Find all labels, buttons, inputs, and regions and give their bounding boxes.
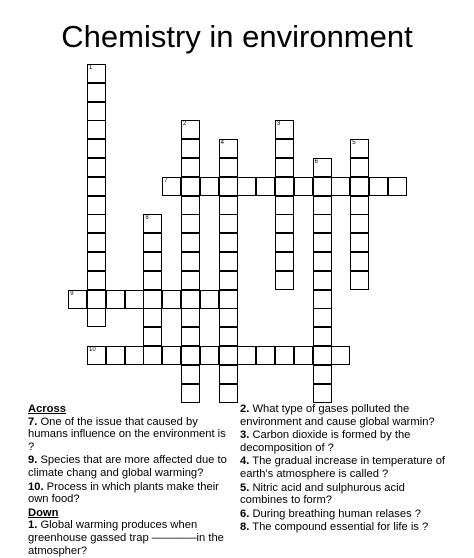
- grid-cell[interactable]: [87, 177, 106, 196]
- grid-cell-number: 7: [164, 177, 168, 184]
- grid-cell-number: 3: [277, 121, 281, 128]
- clue-down-8: 8. The compound essential for life is ?: [240, 521, 429, 534]
- grid-cell[interactable]: [106, 290, 125, 309]
- grid-cell[interactable]: [87, 196, 106, 215]
- grid-cell[interactable]: [350, 214, 369, 233]
- grid-cell[interactable]: [181, 214, 200, 233]
- grid-cell[interactable]: [181, 158, 200, 177]
- across-heading: Across: [28, 403, 66, 415]
- grid-cell[interactable]: [219, 196, 238, 215]
- grid-cell[interactable]: [350, 158, 369, 177]
- grid-cell[interactable]: [350, 177, 369, 196]
- clues-left-column: [28, 403, 234, 558]
- grid-cell[interactable]: [143, 290, 162, 309]
- grid-cell[interactable]: [294, 177, 313, 196]
- grid-cell[interactable]: [143, 271, 162, 290]
- clues-right-column: [240, 403, 450, 535]
- grid-cell[interactable]: [331, 346, 350, 365]
- grid-cell[interactable]: [181, 346, 200, 365]
- grid-cell[interactable]: [275, 252, 294, 271]
- grid-cell[interactable]: [125, 290, 144, 309]
- clue-down-5: 5. Nitric acid and sulphurous acid combines to form?: [240, 481, 405, 507]
- grid-cell[interactable]: [143, 346, 162, 365]
- grid-cell[interactable]: [369, 177, 388, 196]
- grid-cell[interactable]: [87, 290, 106, 309]
- grid-cell[interactable]: [219, 308, 238, 327]
- grid-cell[interactable]: [219, 365, 238, 384]
- grid-cell[interactable]: [350, 196, 369, 215]
- grid-cell[interactable]: [87, 83, 106, 102]
- grid-cell[interactable]: [219, 384, 238, 403]
- grid-cell[interactable]: [350, 252, 369, 271]
- grid-cell[interactable]: [181, 233, 200, 252]
- grid-cell[interactable]: [181, 384, 200, 403]
- clue-down-6: 6. During breathing human relases ?: [240, 507, 421, 520]
- grid-cell[interactable]: [181, 308, 200, 327]
- grid-cell[interactable]: [275, 196, 294, 215]
- grid-cell[interactable]: [313, 346, 332, 365]
- grid-cell[interactable]: [87, 271, 106, 290]
- grid-cell[interactable]: [200, 177, 219, 196]
- grid-cell[interactable]: [313, 196, 332, 215]
- grid-cell[interactable]: [87, 252, 106, 271]
- grid-cell-number: 1: [89, 65, 93, 71]
- grid-cell[interactable]: [143, 233, 162, 252]
- grid-cell[interactable]: [200, 290, 219, 309]
- grid-cell[interactable]: [313, 177, 332, 196]
- grid-cell[interactable]: [219, 346, 238, 365]
- grid-cell[interactable]: [275, 271, 294, 290]
- grid-cell[interactable]: [313, 158, 332, 177]
- grid-cell[interactable]: [87, 64, 106, 83]
- grid-cell[interactable]: [87, 158, 106, 177]
- grid-cell[interactable]: [200, 346, 219, 365]
- grid-cell[interactable]: [219, 139, 238, 158]
- grid-cell[interactable]: [275, 139, 294, 158]
- grid-cell[interactable]: [143, 214, 162, 233]
- grid-cell[interactable]: [350, 271, 369, 290]
- clue-down-3: 3. Carbon dioxide is formed by the decomposition of ?: [240, 429, 411, 454]
- grid-cell-number: 8: [145, 215, 149, 222]
- grid-cell[interactable]: [219, 214, 238, 233]
- grid-cell[interactable]: [350, 139, 369, 158]
- grid-cell[interactable]: [87, 139, 106, 158]
- grid-cell[interactable]: [87, 214, 106, 233]
- grid-cell[interactable]: [87, 102, 106, 121]
- grid-cell[interactable]: [181, 177, 200, 196]
- grid-cell[interactable]: [125, 346, 144, 365]
- grid-cell[interactable]: [350, 233, 369, 252]
- grid-cell[interactable]: [219, 158, 238, 177]
- grid-cell[interactable]: [331, 177, 350, 196]
- grid-cell[interactable]: [181, 290, 200, 309]
- grid-cell[interactable]: [275, 120, 294, 139]
- grid-cell[interactable]: [106, 346, 125, 365]
- grid-cell[interactable]: [237, 177, 256, 196]
- grid-cell[interactable]: [219, 252, 238, 271]
- grid-cell[interactable]: [219, 177, 238, 196]
- clue-across-9: 9. Species that are more affected due to climate chang and global warming?: [28, 454, 227, 479]
- grid-cell[interactable]: [87, 346, 106, 365]
- grid-cell[interactable]: [87, 233, 106, 252]
- grid-cell[interactable]: [87, 120, 106, 139]
- grid-cell[interactable]: [181, 365, 200, 384]
- clue-across-7: 7. One of the issue that caused by humans influence on the environment is ?: [28, 415, 226, 453]
- down-heading: Down: [28, 506, 59, 519]
- grid-cell[interactable]: [143, 308, 162, 327]
- grid-cell[interactable]: [294, 346, 313, 365]
- grid-cell[interactable]: [275, 233, 294, 252]
- grid-cell[interactable]: [143, 252, 162, 271]
- grid-cell-number: 9: [70, 290, 74, 297]
- grid-cell[interactable]: [256, 346, 275, 365]
- grid-cell[interactable]: [256, 177, 275, 196]
- grid-cell[interactable]: [313, 233, 332, 252]
- grid-cell[interactable]: [162, 290, 181, 309]
- grid-cell[interactable]: [388, 177, 407, 196]
- grid-cell[interactable]: [313, 327, 332, 346]
- grid-cell[interactable]: [237, 346, 256, 365]
- grid-cell-number: 4: [220, 140, 224, 147]
- grid-cell[interactable]: [181, 271, 200, 290]
- grid-cell[interactable]: [181, 327, 200, 346]
- grid-cell[interactable]: [313, 365, 332, 384]
- grid-cell[interactable]: [143, 327, 162, 346]
- clue-down-1: 1. Global warming produces when greenhouse gassed trap ————in the atmospher?: [28, 519, 224, 557]
- puzzle-title: Chemistry in environment: [61, 19, 413, 54]
- grid-cell[interactable]: [181, 120, 200, 139]
- clue-down-2: 2. What type of gases polluted the environment and cause global warmin?: [240, 403, 435, 428]
- grid-cell[interactable]: [275, 214, 294, 233]
- grid-cell[interactable]: [313, 271, 332, 290]
- grid-cell[interactable]: [313, 214, 332, 233]
- grid-cell[interactable]: [219, 233, 238, 252]
- grid-cell[interactable]: [68, 290, 87, 309]
- grid-cell[interactable]: [275, 346, 294, 365]
- grid-cell-number: 10: [89, 347, 96, 353]
- grid-cell-number: 2: [183, 121, 187, 128]
- grid-cell[interactable]: [87, 308, 106, 327]
- grid-cell[interactable]: [219, 327, 238, 346]
- clue-down-4: 4. The gradual increase in temperature of earth's atmosphere is called ?: [240, 455, 446, 480]
- grid-cell-number: 5: [352, 140, 356, 147]
- clue-across-10: 10. Process in which plants make their own food?: [28, 480, 219, 506]
- grid-cell[interactable]: [275, 177, 294, 196]
- grid-cell[interactable]: [219, 290, 238, 309]
- grid-cell[interactable]: [219, 271, 238, 290]
- grid-cell[interactable]: [181, 139, 200, 158]
- grid-cell[interactable]: [313, 252, 332, 271]
- grid-cell[interactable]: [162, 177, 181, 196]
- grid-cell[interactable]: [313, 308, 332, 327]
- grid-cell[interactable]: [313, 290, 332, 309]
- grid-cell[interactable]: [275, 158, 294, 177]
- grid-cell[interactable]: [162, 346, 181, 365]
- grid-cell[interactable]: [181, 196, 200, 215]
- grid-cell[interactable]: [313, 384, 332, 403]
- grid-cell[interactable]: [181, 252, 200, 271]
- grid-cell-number: 6: [314, 159, 318, 165]
